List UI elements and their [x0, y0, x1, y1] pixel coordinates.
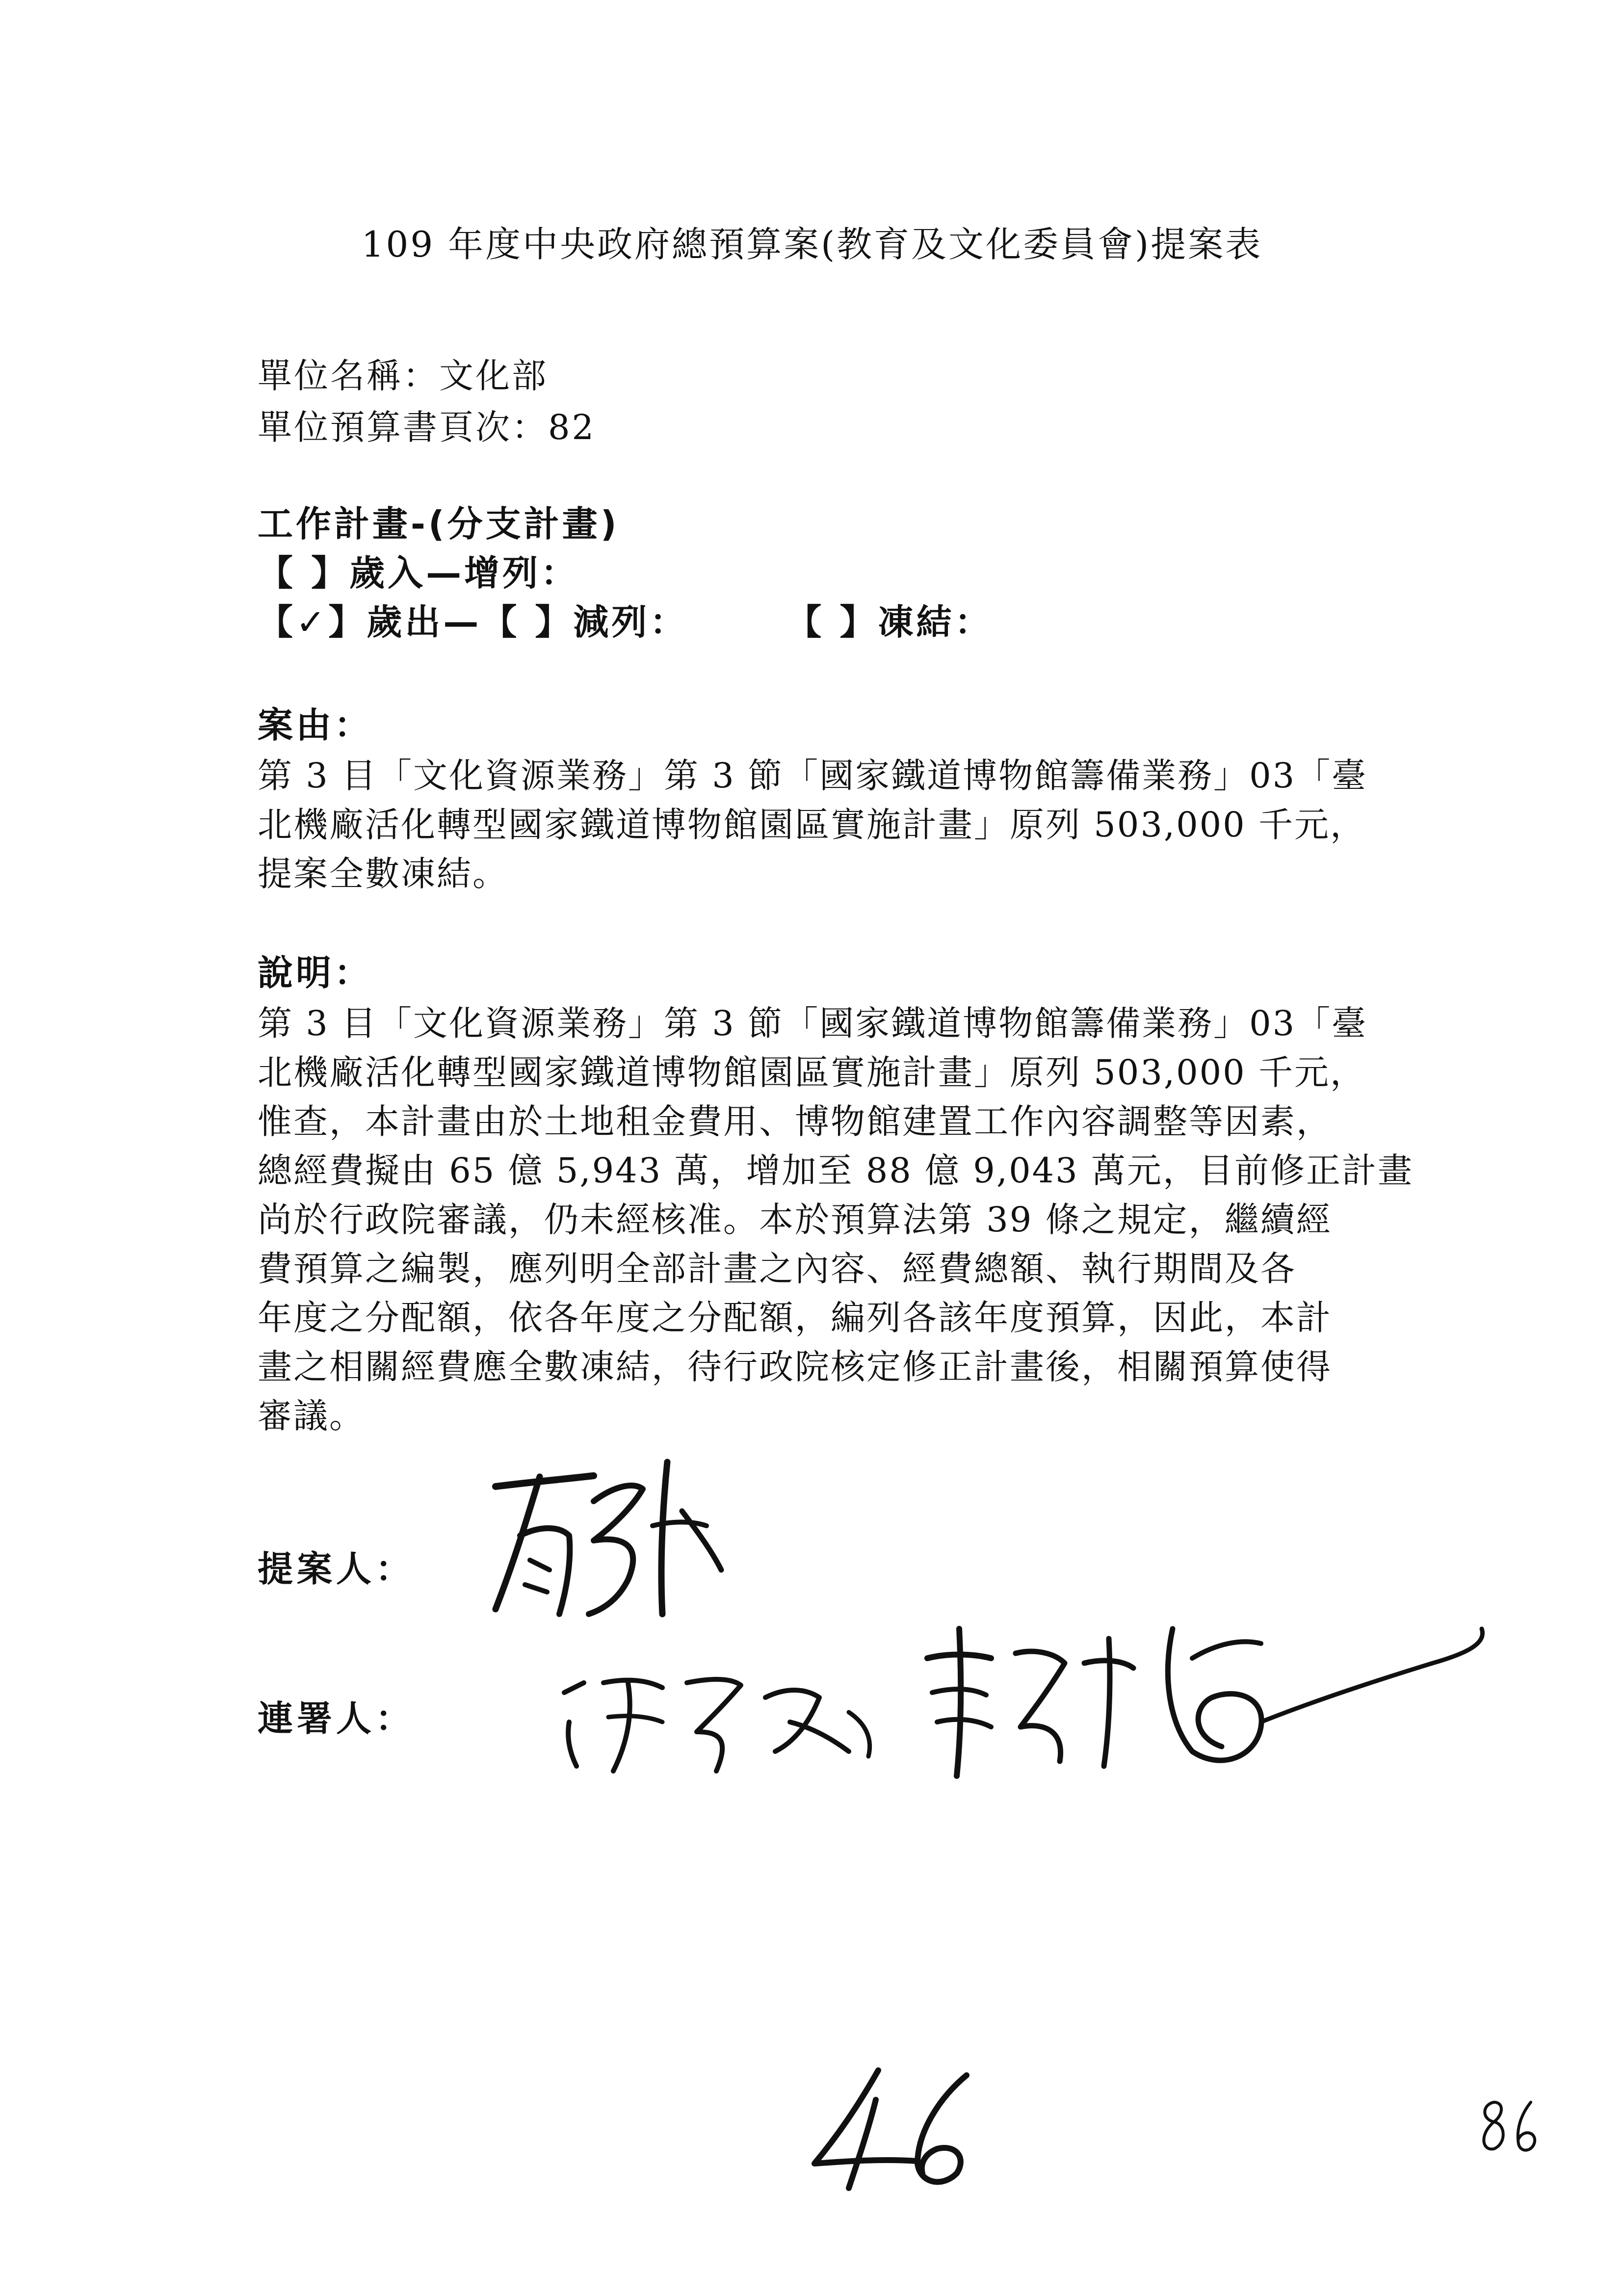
cosigner-signature-1: [554, 1653, 888, 1781]
explanation-heading: 說明：: [258, 952, 373, 993]
reason-line-1: 第 3 目「文化資源業務」第 3 節「國家鐵道博物館籌備業務」03「臺: [258, 756, 1368, 796]
cosigner-label: 連署人：: [258, 1698, 415, 1739]
reason-line-3: 提案全數凍結。: [258, 854, 508, 894]
expense-line: [258, 594, 993, 645]
reason-heading: 案由：: [258, 704, 373, 746]
explanation-line-3: 惟查，本計畫由於土地租金費用、博物館建置工作內容調整等因素，: [258, 1101, 1332, 1142]
explanation-line-2: 北機廠活化轉型國家鐵道博物館園區實施計畫」原列 503,000 千元，: [258, 1052, 1366, 1093]
reason-line-2: 北機廠活化轉型國家鐵道博物館園區實施計畫」原列 503,000 千元，: [258, 805, 1366, 845]
revenue-increase-line: 【 】歲入—增列：: [258, 552, 579, 594]
explanation-line-1: 第 3 目「文化資源業務」第 3 節「國家鐵道博物館籌備業務」03「臺: [258, 1003, 1368, 1044]
handwritten-corner-number: [1477, 2095, 1541, 2159]
explanation-line-4: 總經費擬由 65 億 5,943 萬，增加至 88 億 9,043 萬元，目前修正計畫: [258, 1150, 1414, 1191]
cosigner-signature-2: [917, 1599, 1496, 1786]
unit-budget-page: 單位預算書頁次：82: [258, 407, 596, 447]
explanation-line-6: 費預算之編製，應列明全部計畫之內容、經費總額、執行期間及各: [258, 1249, 1296, 1289]
explanation-line-5: 尚於行政院審議，仍未經核准。本於預算法第 39 條之規定，繼續經: [258, 1200, 1332, 1240]
proposer-signature: [466, 1452, 785, 1629]
expense-freeze: 【 】凍結：: [786, 601, 993, 643]
explanation-line-8: 畫之相關經費應全數凍結，待行政院核定修正計畫後，相關預算使得: [258, 1347, 1332, 1387]
expense-check: 【✓】歲出—: [258, 601, 482, 643]
explanation-line-9: 審議。: [258, 1396, 365, 1436]
document-title: 109 年度中央政府總預算案(教育及文化委員會)提案表: [361, 224, 1263, 265]
expense-reduce: 【 】減列：: [481, 601, 688, 643]
handwritten-page-number: [805, 2061, 981, 2208]
unit-name: 單位名稱：文化部: [258, 356, 548, 396]
explanation-line-7: 年度之分配額，依各年度之分配額，編列各該年度預算，因此，本計: [258, 1298, 1332, 1338]
proposer-label: 提案人：: [258, 1548, 415, 1590]
plan-header: 工作計畫-(分支計畫): [258, 503, 620, 545]
